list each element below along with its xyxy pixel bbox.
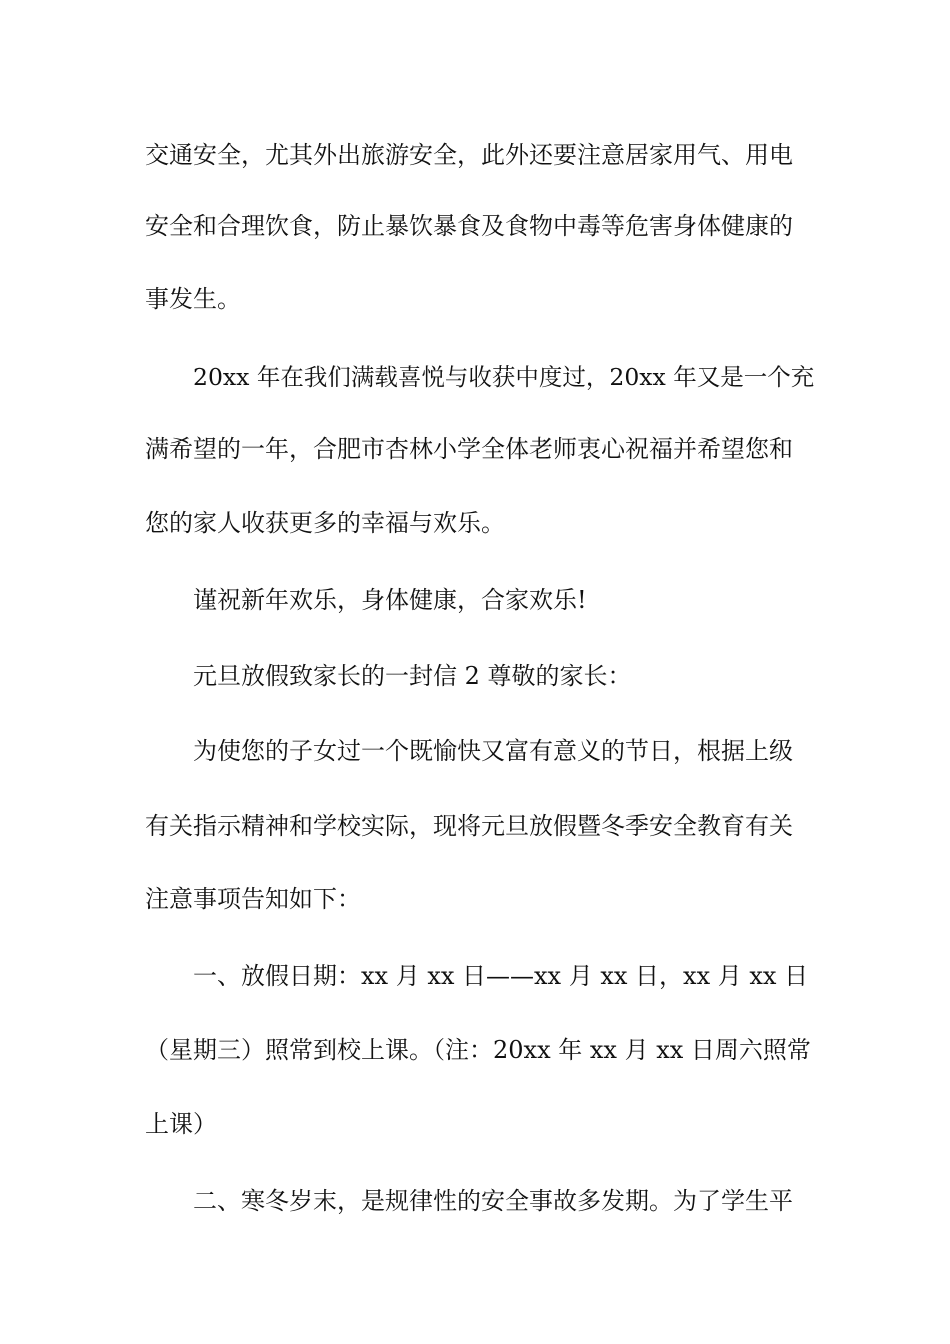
text-line-15: 二、寒冬岁末，是规律性的安全事故多发期。为了学生平 xyxy=(193,1187,793,1215)
text-line-10: 有关指示精神和学校实际，现将元旦放假暨冬季安全教育有关 xyxy=(145,812,793,840)
text-line-9: 为使您的子女过一个既愉快又富有意义的节日，根据上级 xyxy=(193,737,793,765)
text-line-4: 20xx 年在我们满载喜悦与收获中度过，20xx 年又是一个充 xyxy=(193,363,815,391)
text-line-11: 注意事项告知如下： xyxy=(145,885,361,913)
text-line-5: 满希望的一年，合肥市杏林小学全体老师衷心祝福并希望您和 xyxy=(145,435,793,463)
text-line-3: 事发生。 xyxy=(145,285,241,313)
text-line-14: 上课） xyxy=(145,1110,217,1138)
text-line-7: 谨祝新年欢乐，身体健康，合家欢乐! xyxy=(193,586,587,614)
text-line-2: 安全和合理饮食，防止暴饮暴食及食物中毒等危害身体健康的 xyxy=(145,212,793,240)
text-line-6: 您的家人收获更多的幸福与欢乐。 xyxy=(145,509,505,537)
text-line-1: 交通安全，尤其外出旅游安全，此外还要注意居家用气、用电 xyxy=(145,141,793,169)
text-line-13: （星期三）照常到校上课。（注：20xx 年 xx 月 xx 日周六照常 xyxy=(145,1036,811,1064)
text-line-8: 元旦放假致家长的一封信 2 尊敬的家长： xyxy=(193,662,632,690)
text-line-12: 一、放假日期：xx 月 xx 日——xx 月 xx 日，xx 月 xx 日 xyxy=(193,962,809,990)
